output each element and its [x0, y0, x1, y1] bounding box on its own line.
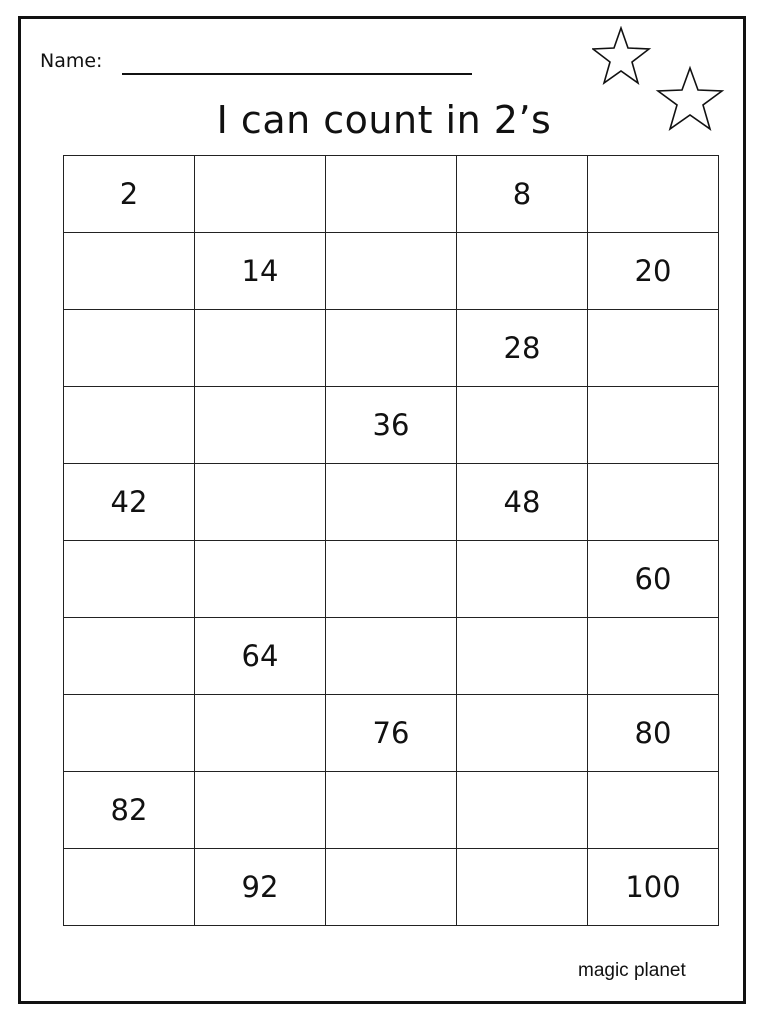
- grid-cell-blank[interactable]: [195, 310, 326, 387]
- grid-cell-number: 28: [457, 310, 588, 387]
- grid-row: [64, 233, 719, 310]
- grid-row: [64, 541, 719, 618]
- grid-cell-blank[interactable]: [326, 618, 457, 695]
- grid-cell-blank[interactable]: [457, 772, 588, 849]
- brand-footer: magic planet: [578, 960, 686, 981]
- grid-cell-blank[interactable]: [195, 156, 326, 233]
- grid-cell-blank[interactable]: [64, 233, 195, 310]
- grid-cell-blank[interactable]: [64, 849, 195, 926]
- counting-grid: [63, 155, 719, 926]
- grid-cell-blank[interactable]: [64, 618, 195, 695]
- grid-cell-number: 20: [588, 233, 719, 310]
- grid-row: [64, 387, 719, 464]
- grid-cell-number: 76: [326, 695, 457, 772]
- grid-cell-blank[interactable]: [457, 849, 588, 926]
- worksheet-title: I can count in 2’s: [216, 98, 552, 142]
- grid-row: [64, 695, 719, 772]
- grid-cell-number: 8: [457, 156, 588, 233]
- grid-cell-blank[interactable]: [326, 464, 457, 541]
- grid-cell-blank[interactable]: [457, 541, 588, 618]
- grid-cell-blank[interactable]: [588, 310, 719, 387]
- grid-cell-number: 82: [64, 772, 195, 849]
- grid-cell-number: 14: [195, 233, 326, 310]
- grid-cell-number: 64: [195, 618, 326, 695]
- grid-cell-blank[interactable]: [457, 233, 588, 310]
- grid-cell-blank[interactable]: [195, 464, 326, 541]
- grid-cell-blank[interactable]: [326, 772, 457, 849]
- grid-cell-blank[interactable]: [195, 541, 326, 618]
- grid-row: [64, 156, 719, 233]
- grid-cell-number: 100: [588, 849, 719, 926]
- grid-cell-number: 2: [64, 156, 195, 233]
- grid-row: [64, 310, 719, 387]
- grid-row: [64, 849, 719, 926]
- grid-cell-blank[interactable]: [457, 695, 588, 772]
- grid-cell-blank[interactable]: [588, 464, 719, 541]
- grid-cell-number: 36: [326, 387, 457, 464]
- grid-cell-number: 92: [195, 849, 326, 926]
- grid-cell-blank[interactable]: [457, 387, 588, 464]
- grid-cell-blank[interactable]: [64, 541, 195, 618]
- grid-cell-blank[interactable]: [588, 618, 719, 695]
- grid-cell-blank[interactable]: [588, 156, 719, 233]
- grid-row: [64, 618, 719, 695]
- grid-cell-blank[interactable]: [64, 387, 195, 464]
- grid-cell-blank[interactable]: [64, 695, 195, 772]
- grid-cell-blank[interactable]: [588, 772, 719, 849]
- grid-cell-number: 48: [457, 464, 588, 541]
- grid-cell-blank[interactable]: [64, 310, 195, 387]
- name-write-line[interactable]: [122, 73, 472, 75]
- grid-row: [64, 464, 719, 541]
- grid-cell-blank[interactable]: [326, 541, 457, 618]
- grid-cell-number: 80: [588, 695, 719, 772]
- grid-cell-blank[interactable]: [195, 387, 326, 464]
- grid-cell-blank[interactable]: [326, 849, 457, 926]
- grid-cell-blank[interactable]: [326, 156, 457, 233]
- grid-cell-blank[interactable]: [195, 695, 326, 772]
- grid-row: [64, 772, 719, 849]
- grid-cell-blank[interactable]: [457, 618, 588, 695]
- grid-cell-blank[interactable]: [195, 772, 326, 849]
- grid-cell-blank[interactable]: [326, 233, 457, 310]
- name-label: Name:: [40, 50, 103, 72]
- grid-cell-blank[interactable]: [588, 387, 719, 464]
- grid-cell-blank[interactable]: [326, 310, 457, 387]
- grid-cell-number: 42: [64, 464, 195, 541]
- star-outline-icon: [593, 28, 649, 83]
- grid-cell-number: 60: [588, 541, 719, 618]
